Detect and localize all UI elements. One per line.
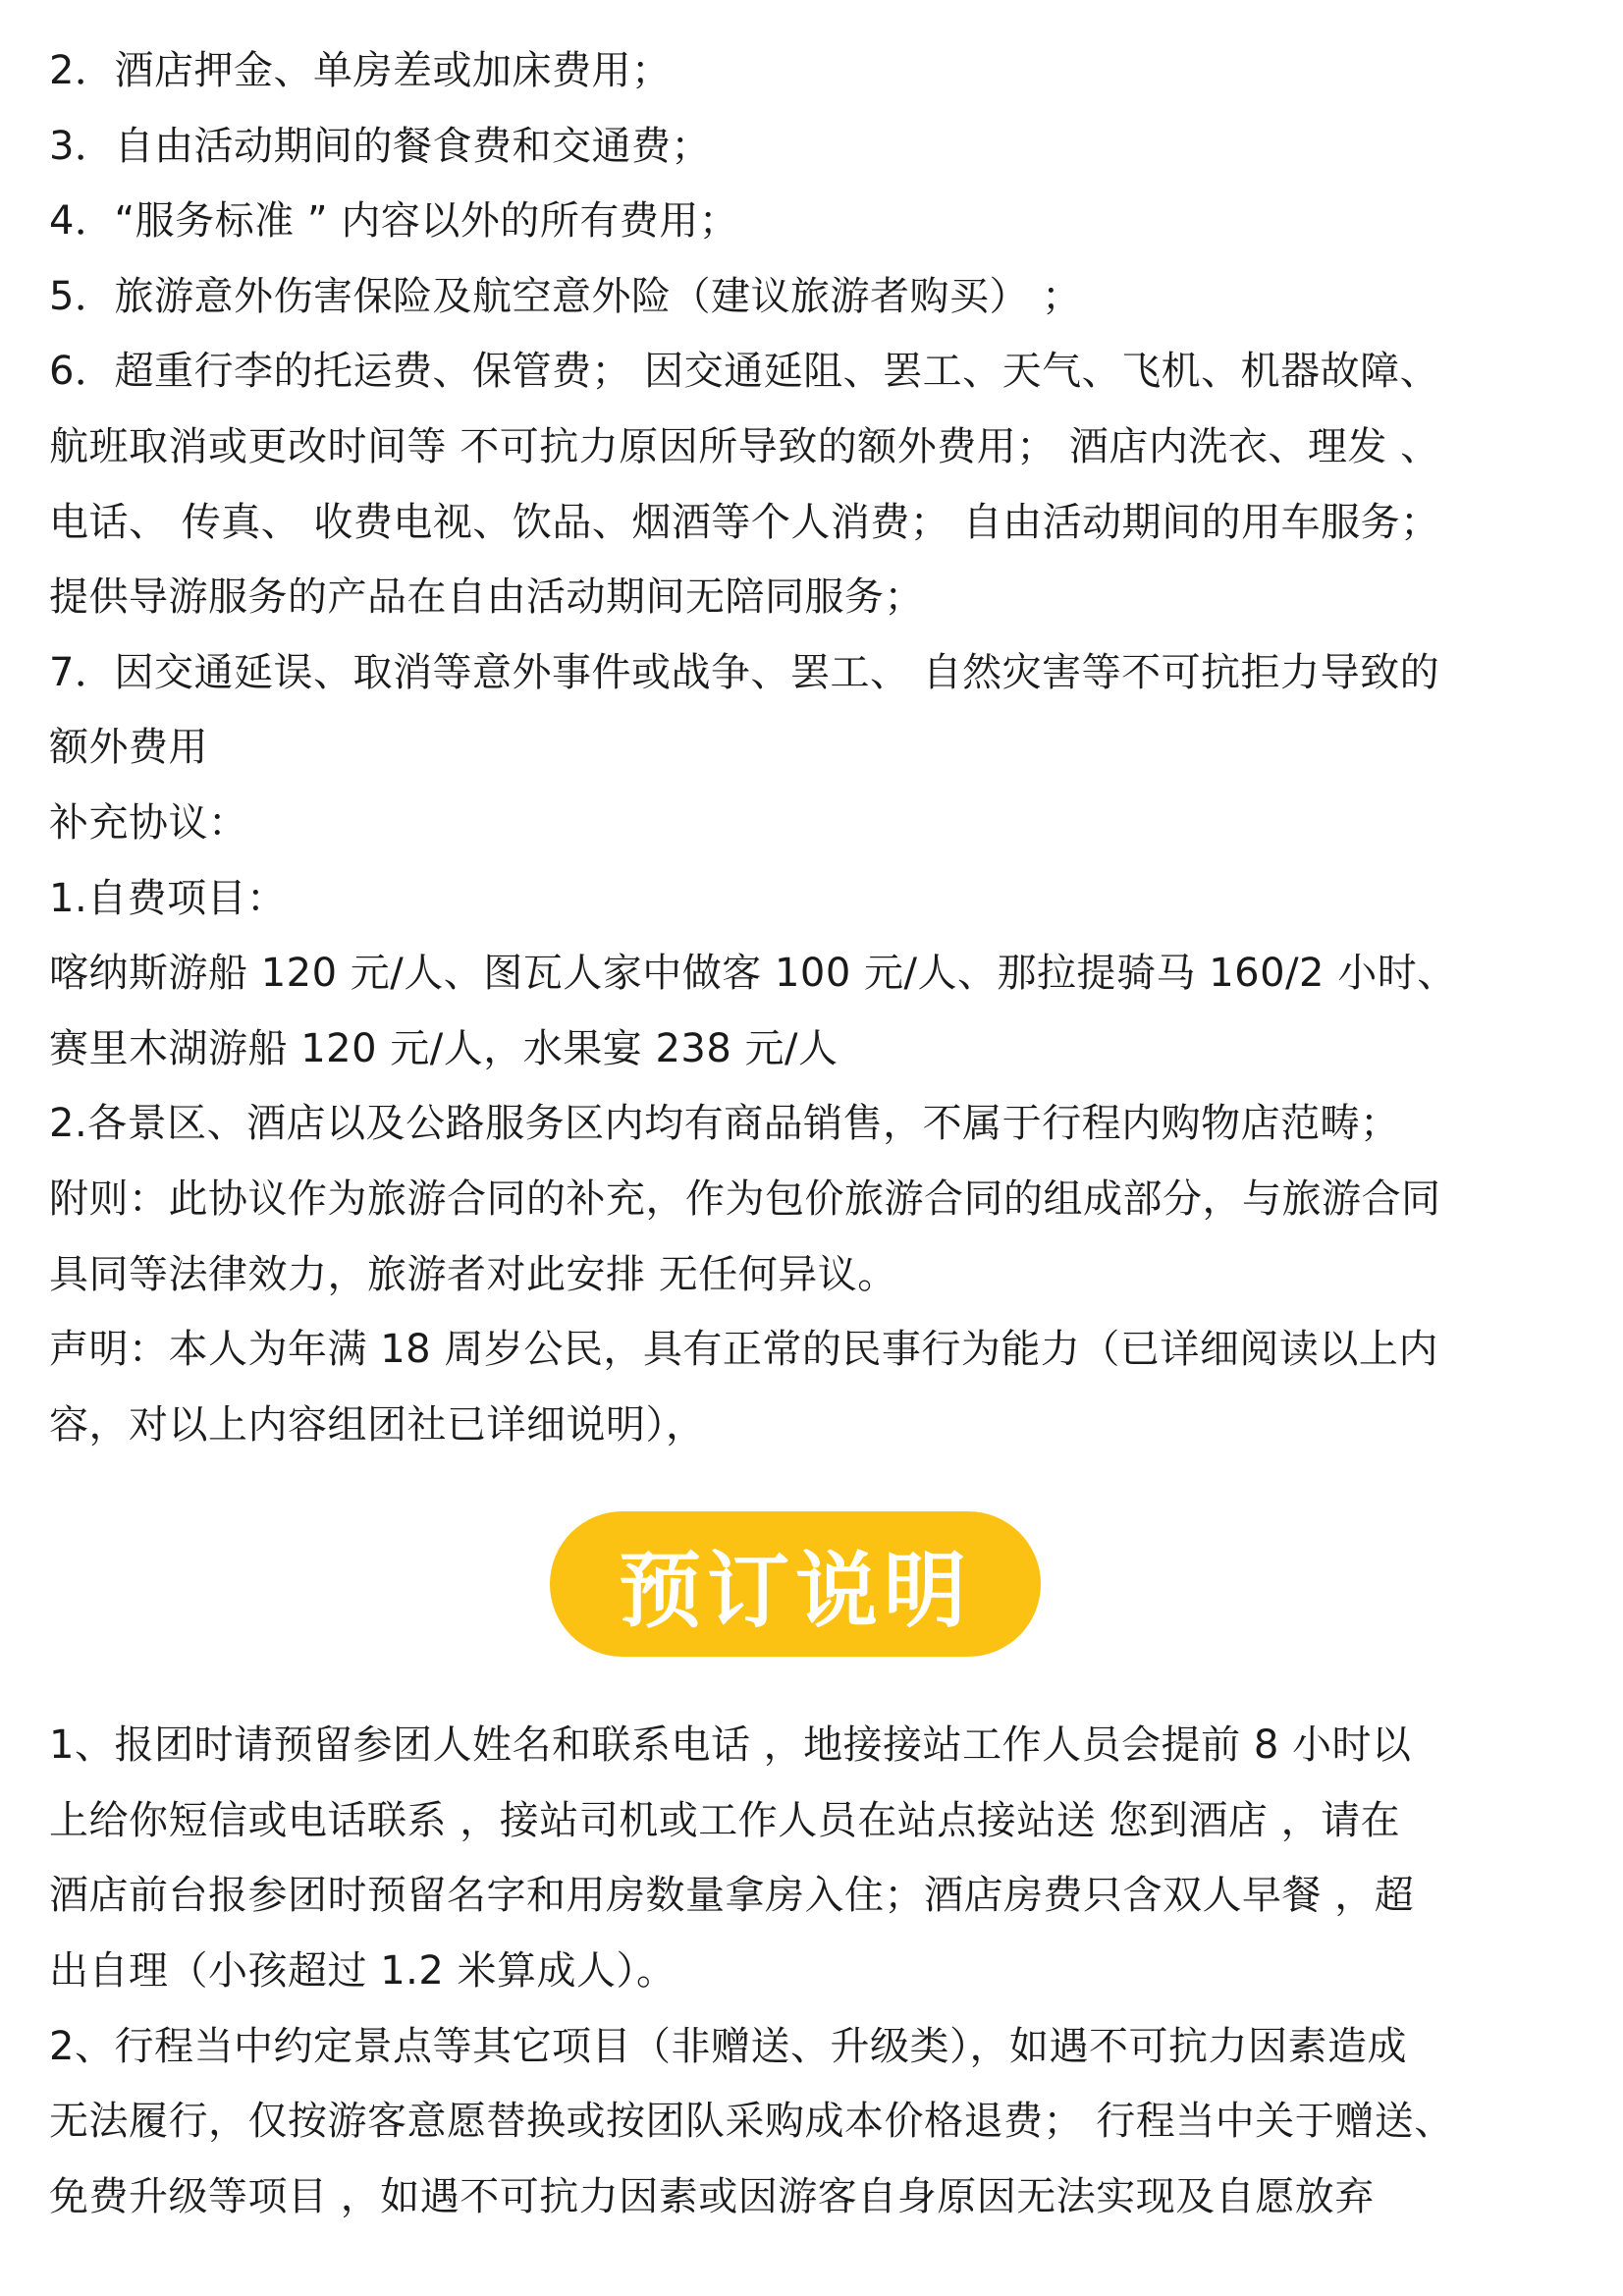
text-line: 3．自由活动期间的餐食费和交通费； (49, 123, 711, 169)
text-line: 2、行程当中约定景点等其它项目（非赠送、升级类），如遇不可抗力因素造成 (49, 2023, 1407, 2069)
text-line: 提供导游服务的产品在自由活动期间无陪同服务； (49, 574, 924, 621)
text-line: 容，对以上内容组团社已详细说明）， (49, 1401, 706, 1448)
document-page (49, 33, 1581, 2234)
booking-notes-header (49, 1511, 1581, 1659)
text-line: 电话、 传真、 收费电视、饮品、烟酒等个人消费； 自由活动期间的用车服务； (49, 499, 1440, 545)
text-line: 7．因交通延误、取消等意外事件或战争、罢工、 自然灾害等不可抗拒力导致的 (49, 649, 1440, 695)
text-line: 赛里木湖游船 120 元/人，水果宴 238 元/人 (49, 1025, 839, 1071)
booking-notes-section (49, 1708, 1581, 2234)
text-line: 声明：本人为年满 18 周岁公民，具有正常的民事行为能力（已详细阅读以上内 (49, 1327, 1438, 1373)
text-line: 1.自费项目： (49, 875, 287, 921)
text-line: 2．酒店押金、单房差或加床费用； (49, 48, 672, 93)
text-line: 4．“服务标准 ” 内容以外的所有费用； (49, 198, 739, 245)
section-title-badge (550, 1511, 1041, 1657)
text-line: 6．超重行李的托运费、保管费； 因交通延阻、罢工、天气、飞机、机器故障、 (49, 349, 1440, 395)
text-line: 附则：此协议作为旅游合同的补充，作为包价旅游合同的组成部分，与旅游合同 (49, 1175, 1441, 1222)
text-line: 上给你短信或电话联系 ，接站司机或工作人员在站点接站送 您到酒店 ，请在 (49, 1797, 1401, 1843)
section-title: 预订说明 (618, 1541, 972, 1639)
text-line: 2.各景区、酒店以及公路服务区内均有商品销售，不属于行程内购物店范畴； (49, 1101, 1400, 1147)
text-line: 具同等法律效力，旅游者对此安排 无任何异议。 (49, 1251, 897, 1297)
text-line: 免费升级等项目 ，如遇不可抗力因素或因游客自身原因无法实现及自愿放弃 (49, 2173, 1375, 2219)
text-line: 额外费用 (49, 725, 208, 771)
fee-exclusions-section (49, 33, 1581, 1462)
text-line: 酒店前台报参团时预留名字和用房数量拿房入住；酒店房费只含双人早餐 ，超 (49, 1873, 1415, 1919)
text-line: 1、报团时请预留参团人姓名和联系电话 ，地接接站工作人员会提前 8 小时以 (49, 1722, 1412, 1769)
text-line: 喀纳斯游船 120 元/人、图瓦人家中做客 100 元/人、那拉提骑马 160/2 小时、 (49, 951, 1457, 997)
text-line: 出自理（小孩超过 1.2 米算成人）。 (49, 1948, 676, 1995)
text-line: 航班取消或更改时间等 不可抗力原因所导致的额外费用； 酒店内洗衣、理发 、 (49, 423, 1440, 469)
supplement-heading: 补充协议： (49, 799, 248, 846)
text-line: 5．旅游意外伤害保险及航空意外险（建议旅游者购买） ； (49, 273, 1082, 319)
text-line: 无法履行，仅按游客意愿替换或按团队采购成本价格退费； 行程当中关于赠送、 (49, 2099, 1454, 2145)
